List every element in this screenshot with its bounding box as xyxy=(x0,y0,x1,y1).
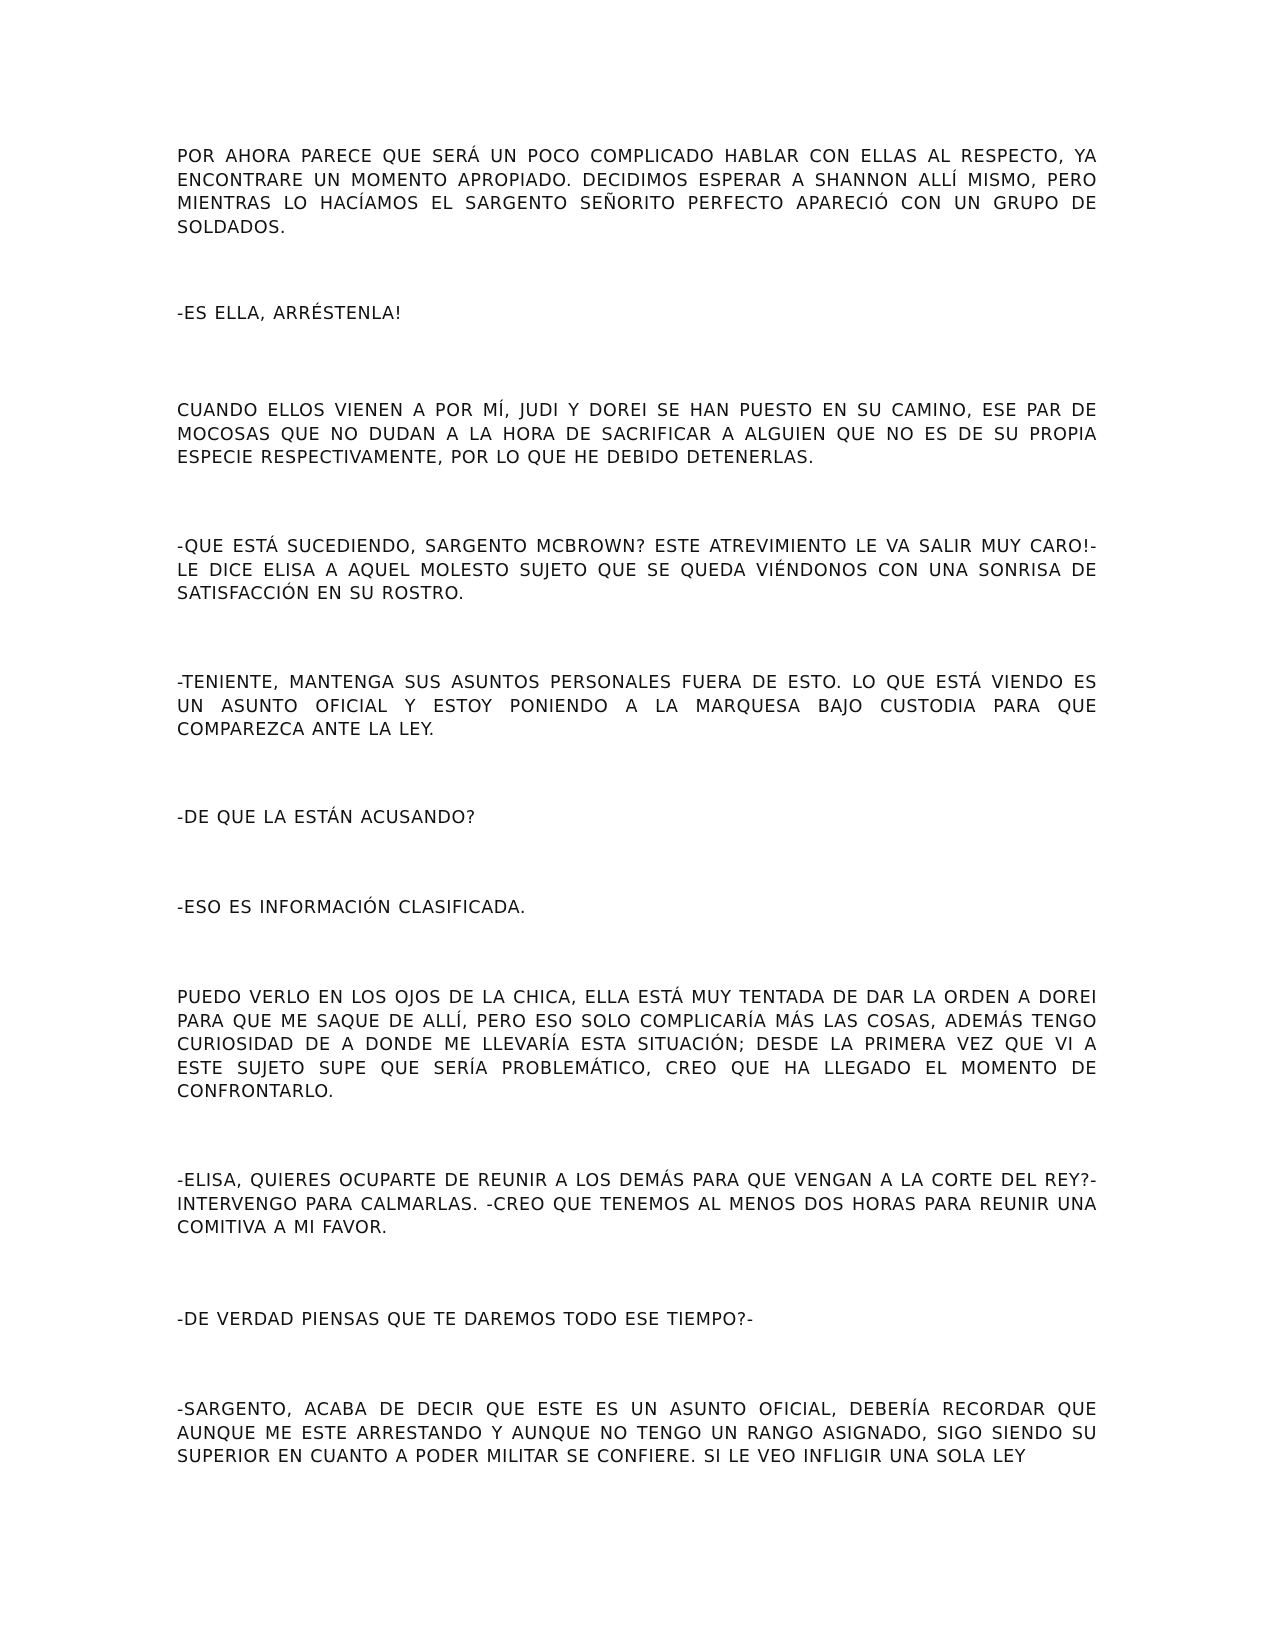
paragraph-dialogue-teniente: -TENIENTE, MANTENGA SUS ASUNTOS PERSONALES FUERA DE ESTO. LO QUE ESTÁ VIENDO ES UN ASUNTO OFICIAL Y ESTOY PONIENDO A LA MARQUESA BAJO CUSTODIA PARA QUE COMPAREZCA ANTE LA LEY. xyxy=(177,673,1097,740)
paragraph-dialogue-arrest: -ES ELLA, ARRÉSTENLA! xyxy=(177,304,403,324)
paragraph-dialogue-question: -DE QUE LA ESTÁN ACUSANDO? xyxy=(177,808,476,828)
paragraph-narration-3: PUEDO VERLO EN LOS OJOS DE LA CHICA, ELLA ESTÁ MUY TENTADA DE DAR LA ORDEN A DOREI PARA QUE ME SAQUE DE ALLÍ, PERO ESO SOLO COMPLICARÍA MÁS LAS COSAS, ADEMÁS TENGO CURIOSIDAD DE A DONDE ME LLEVARÍA ESTA SITUACIÓN; DESDE LA PRIMERA VEZ QUE VI A ESTE SUJETO SUPE QUE SERÍA PROBLEMÁTICO, CREO QUE HA LLEGADO EL MOMENTO DE CONFRONTARLO. xyxy=(177,988,1097,1102)
paragraph-dialogue-intervene: -ELISA, QUIERES OCUPARTE DE REUNIR A LOS DEMÁS PARA QUE VENGAN A LA CORTE DEL REY?- INTERVENGO PARA CALMARLAS. -CREO QUE TENEMOS AL MENOS DOS HORAS PARA REUNIR UNA COMITIVA A MI FAVOR. xyxy=(177,1171,1097,1238)
paragraph-dialogue-time: -DE VERDAD PIENSAS QUE TE DAREMOS TODO ESE TIEMPO?- xyxy=(177,1310,754,1330)
paragraph-narration-1: POR AHORA PARECE QUE SERÁ UN POCO COMPLICADO HABLAR CON ELLAS AL RESPECTO, YA ENCONTRARE UN MOMENTO APROPIADO. DECIDIMOS ESPERAR A SHANNON ALLÍ MISMO, PERO MIENTRAS LO HACÍAMOS EL SARGENTO SEÑORITO PERFECTO APARECIÓ CON UN GRUPO DE SOLDADOS. xyxy=(177,147,1097,238)
paragraph-dialogue-sargento: -SARGENTO, ACABA DE DECIR QUE ESTE ES UN ASUNTO OFICIAL, DEBERÍA RECORDAR QUE AUNQUE ME ESTE ARRESTANDO Y AUNQUE NO TENGO UN RANGO ASIGNADO, SIGO SIENDO SU SUPERIOR EN CUANTO A PODER MILITAR SE CONFIERE. SI LE VEO INFLIGIR UNA SOLA LEY xyxy=(177,1400,1097,1467)
paragraph-dialogue-classified: -ESO ES INFORMACIÓN CLASIFICADA. xyxy=(177,898,526,918)
paragraph-narration-2: CUANDO ELLOS VIENEN A POR MÍ, JUDI Y DOREI SE HAN PUESTO EN SU CAMINO, ESE PAR DE MOCOSAS QUE NO DUDAN A LA HORA DE SACRIFICAR A ALGUIEN QUE NO ES DE SU PROPIA ESPECIE RESPECTIVAMENTE, POR LO QUE HE DEBIDO DETENERLAS. xyxy=(177,401,1097,468)
paragraph-dialogue-elisa: -QUE ESTÁ SUCEDIENDO, SARGENTO MCBROWN? ESTE ATREVIMIENTO LE VA SALIR MUY CARO!- LE DICE ELISA A AQUEL MOLESTO SUJETO QUE SE QUEDA VIÉNDONOS CON UNA SONRISA DE SATISFACCIÓN EN SU ROSTRO. xyxy=(177,537,1097,604)
